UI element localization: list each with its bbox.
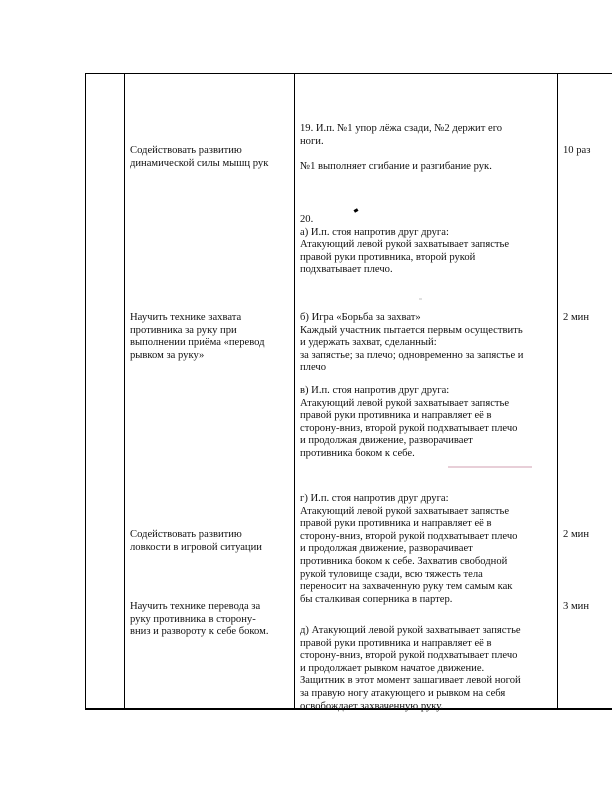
dosage-row-4: 3 мин [563,601,589,612]
dosage-row-1: 10 раз [563,145,591,156]
dosage-row-2: 2 мин [563,312,589,323]
table-col-border-1 [85,73,86,710]
exercise-20a: 20. а) И.п. стоя напротив друг друга: Атакующий левой рукой захватывает запястье правой руки противника, второй рукой подхватывает плечо. [300,214,510,276]
exercise-20g: г) И.п. стоя напротив друг друга: Атакующий левой рукой захватывает запястье правой руки противника и направляет её в сторону-вниз, второй рукой подхватывает плечо и продолжая движение, разворачивает противника боком к себе. Захватив свободной рукой туловище сзади, всю тяжесть тела переносит на захваченную руку тем самым как бы сталкивая соперника в партер. [300,493,518,605]
goal-row-3: Содействовать развитию ловкости в игровой ситуации [130,529,262,553]
table-col-border-3 [294,73,295,710]
scan-faint-line [448,466,532,468]
goal-row-2: Научить технике захвата противника за руку при выполнении приёма «перевод рывком за руку» [130,312,265,361]
exercise-20d: д) Атакующий левой рукой захватывает запястье правой руки противника и направляет её в сторону-вниз, второй рукой подхватывает плечо и продолжает рывком начатое движение. Защитник в этот момент зашагивает левой ногой за правую ногу атакующего и рывком на себя освобождает захваченную руку. [300,625,521,712]
scan-faint-dot [419,298,422,300]
exercise-20b: б) Игра «Борьба за захват» Каждый участник пытается первым осуществить и удержать захват, сделанный: за запястье; за плечо; одновременно за запястье и плечо [300,312,524,374]
exercise-20c: в) И.п. стоя напротив друг друга: Атакующий левой рукой захватывает запястье правой руки противника и направляет её в сторону-вниз, второй рукой подхватывает плечо и продолжая движение, разворачивает противника боком к себе. [300,385,518,459]
table-top-border [85,73,612,74]
table-col-border-2 [124,73,125,710]
goal-row-1: Содействовать развитию динамической силы мышц рук [130,145,269,169]
exercise-19: 19. И.п. №1 упор лёжа сзади, №2 держит его ноги. №1 выполняет сгибание и разгибание рук. [300,123,503,172]
dosage-row-3: 2 мин [563,529,589,540]
scan-mark [354,208,359,213]
goal-row-4: Научить технике перевода за руку противника в сторону- вниз и развороту к себе боком. [130,601,269,638]
table-col-border-4 [557,73,558,710]
